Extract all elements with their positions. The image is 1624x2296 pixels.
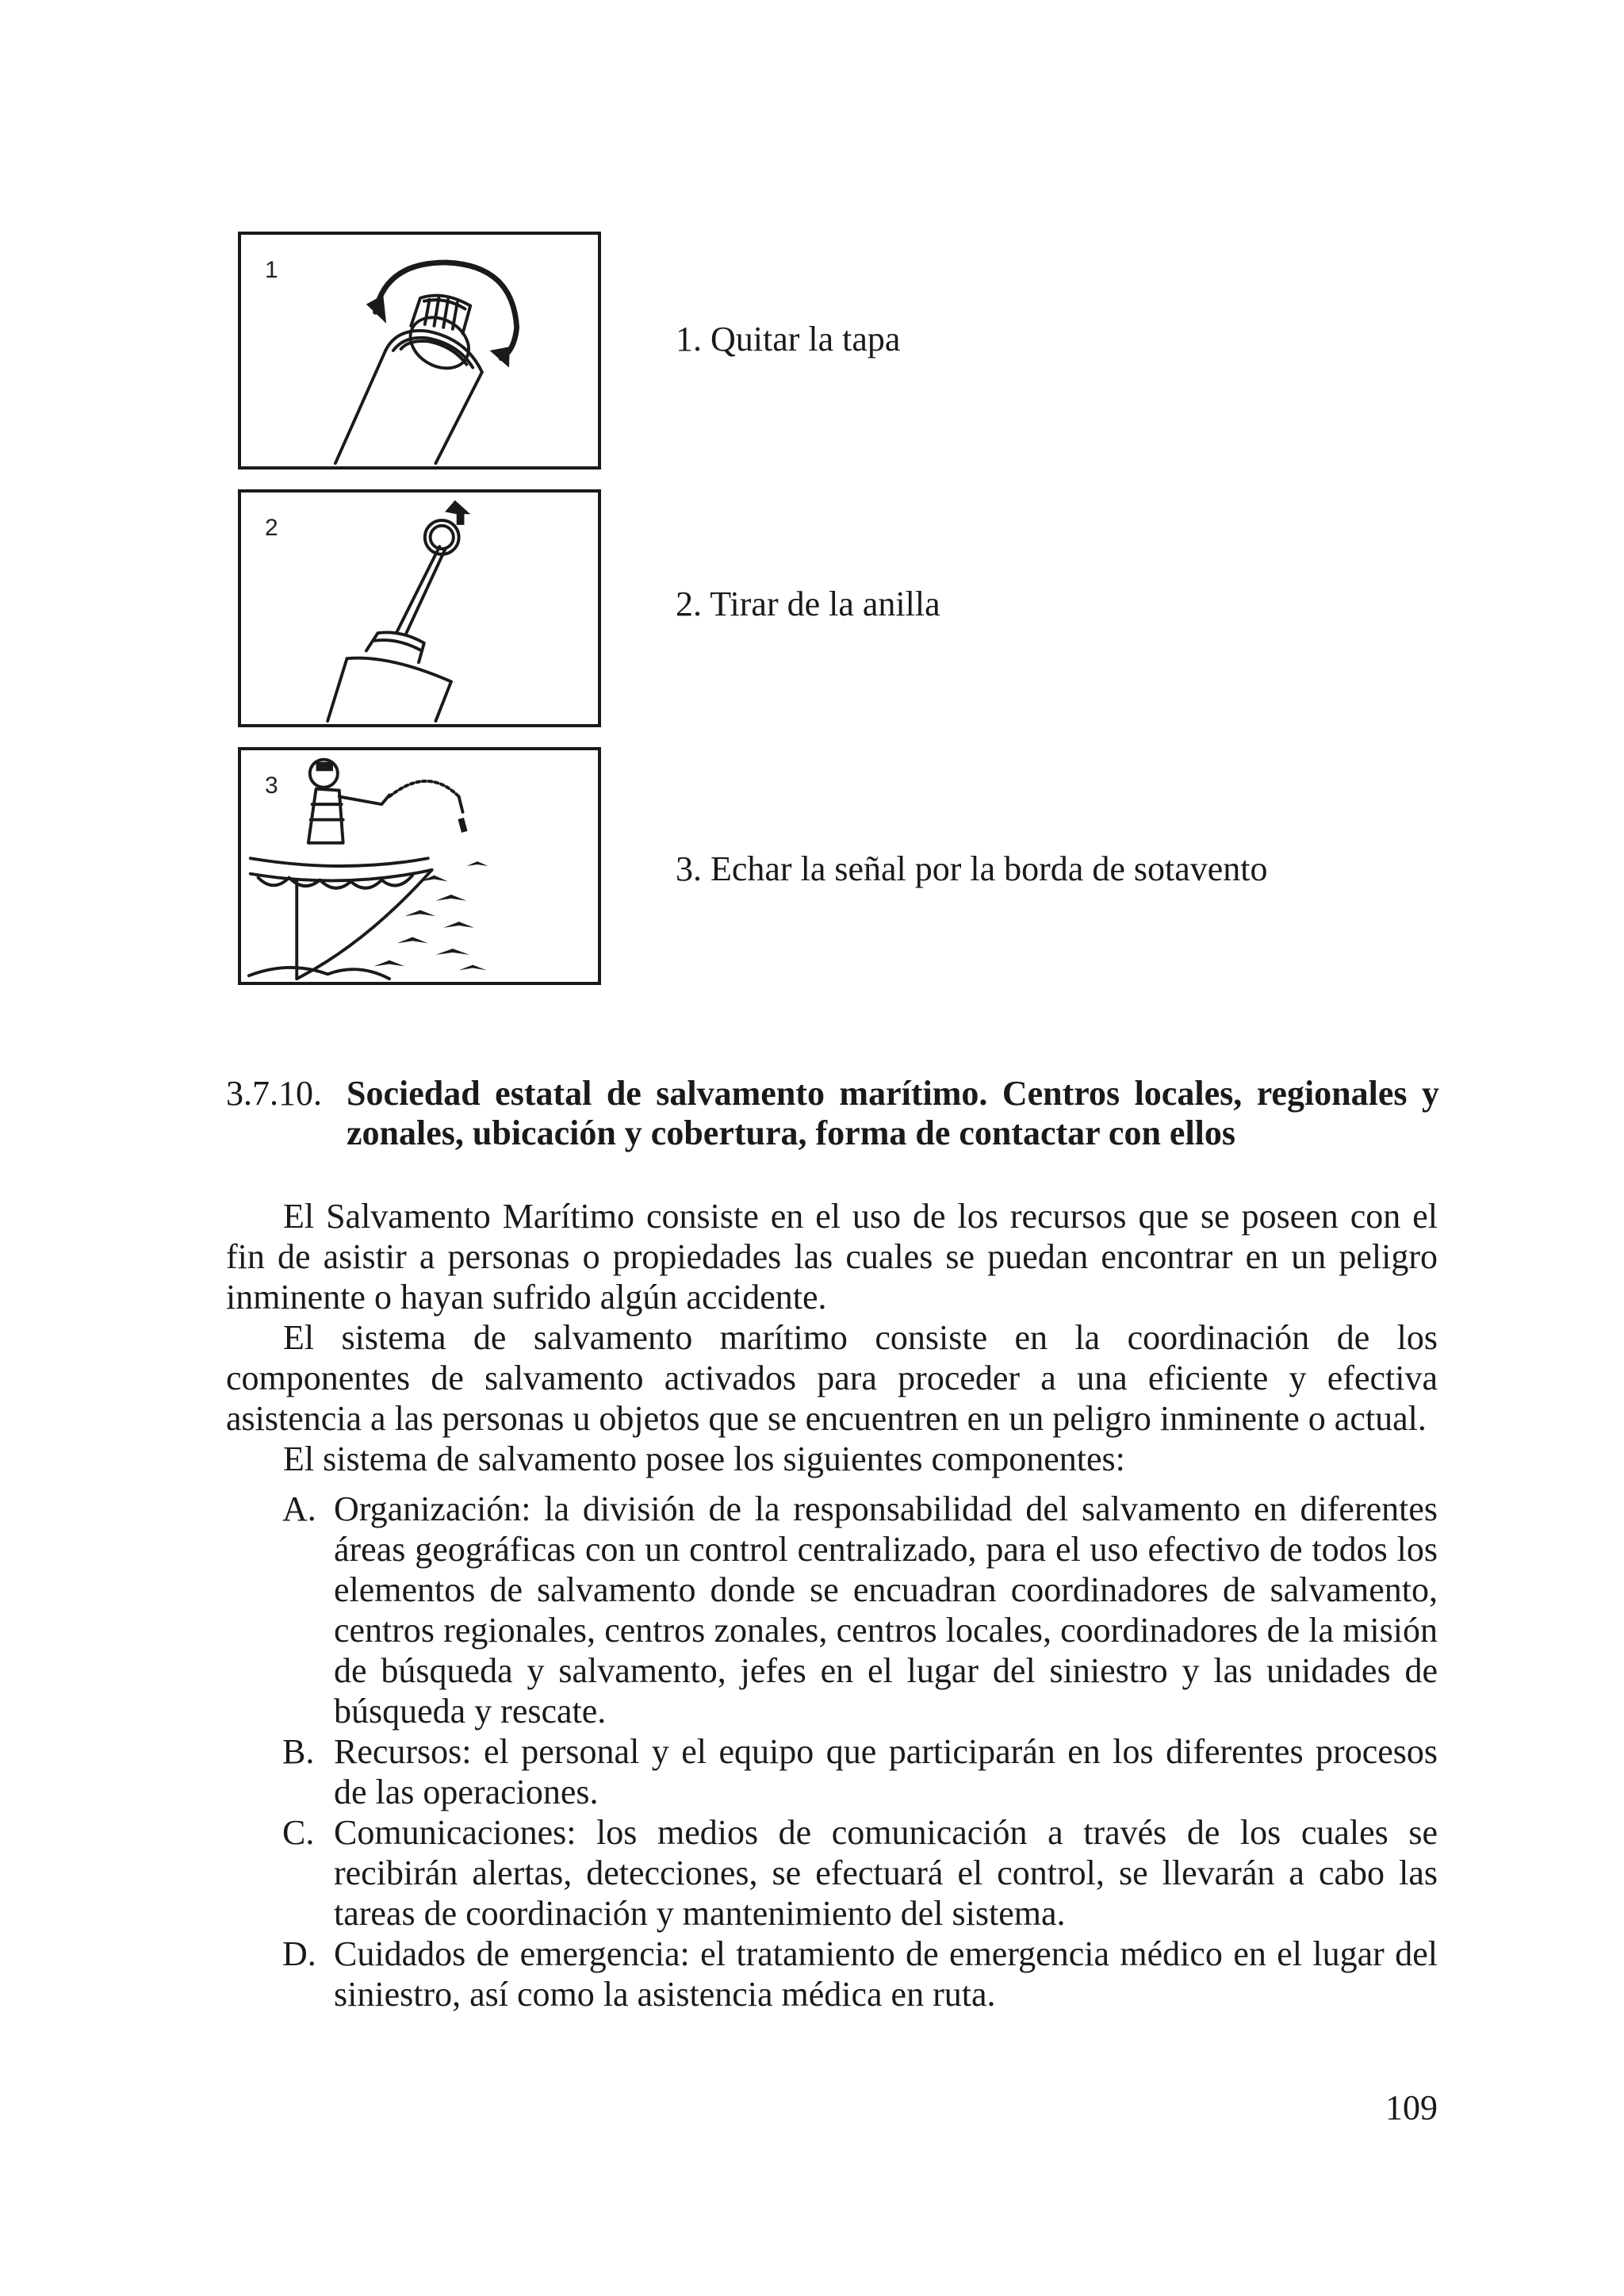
list-marker: D. bbox=[282, 1934, 316, 1973]
step-1-illustration bbox=[238, 232, 601, 470]
list-item bbox=[226, 1489, 1438, 1731]
paragraph: El sistema de salvamento marítimo consiste en la coordinación de los componentes de salvamento activados para proceder a una eficiente y efectiva asistencia a las personas u objetos que se encuentren en un peligro inminente o actual. bbox=[226, 1318, 1438, 1438]
section-number: 3.7.10. bbox=[226, 1074, 322, 1113]
section-heading bbox=[226, 1074, 1439, 1153]
step-3-illustration bbox=[238, 747, 601, 985]
step-1-caption: 1. Quitar la tapa bbox=[676, 320, 901, 358]
section-title: Sociedad estatal de salvamento marítimo. Centros locales, regionales y zonales, ubicación y cobertura, forma de contactar con ellos bbox=[347, 1074, 1439, 1152]
list-item-text: Organización: la división de la responsabilidad del salvamento en diferentes áreas geográficas con un control centralizado, para el uso efectivo de todos los elementos de salvamento donde se encuadran coordinadores de salvamento, centros regionales, centros zonales, centros locales, coordinadores de la misión de búsqueda y salvamento, jefes en el lugar del siniestro y las unidades de búsqueda y rescate. bbox=[334, 1489, 1438, 1731]
throw-signal-overboard-icon bbox=[241, 750, 598, 982]
list-item bbox=[226, 1934, 1438, 2014]
list-item bbox=[226, 1731, 1438, 1812]
list-marker: A. bbox=[282, 1489, 316, 1528]
step-2-number: 2 bbox=[265, 515, 278, 541]
body-text bbox=[226, 1196, 1438, 2014]
list-marker: C. bbox=[282, 1813, 315, 1852]
paragraph: El sistema de salvamento posee los siguientes componentes: bbox=[283, 1439, 1125, 1478]
step-2-caption: 2. Tirar de la anilla bbox=[676, 585, 940, 623]
components-list bbox=[226, 1489, 1438, 2014]
list-item bbox=[226, 1812, 1438, 1934]
list-item-text: Comunicaciones: los medios de comunicación a través de los cuales se recibirán alertas, detecciones, se efectuará el control, se llevarán a cabo las tareas de coordinación y mantenimiento del sistema. bbox=[334, 1813, 1438, 1933]
pull-ring-icon bbox=[241, 493, 598, 724]
step-1-number: 1 bbox=[265, 257, 278, 283]
step-2-illustration bbox=[238, 489, 601, 727]
paragraph: El Salvamento Marítimo consiste en el uso de los recursos que se poseen con el fin de asistir a personas o propiedades las cuales se puedan encontrar en un peligro inminente o hayan sufrido algún accidente. bbox=[226, 1197, 1438, 1317]
list-item-text: Recursos: el personal y el equipo que participarán en los diferentes procesos de las operaciones. bbox=[334, 1732, 1438, 1811]
list-item-text: Cuidados de emergencia: el tratamiento de emergencia médico en el lugar del siniestro, así como la asistencia médica en ruta. bbox=[334, 1934, 1438, 2014]
list-marker: B. bbox=[282, 1732, 315, 1771]
page-number: 109 bbox=[1385, 2088, 1438, 2127]
step-3-caption: 3. Echar la señal por la borda de sotavento bbox=[676, 849, 1268, 888]
remove-cap-icon bbox=[241, 235, 598, 466]
step-3-number: 3 bbox=[265, 772, 278, 799]
